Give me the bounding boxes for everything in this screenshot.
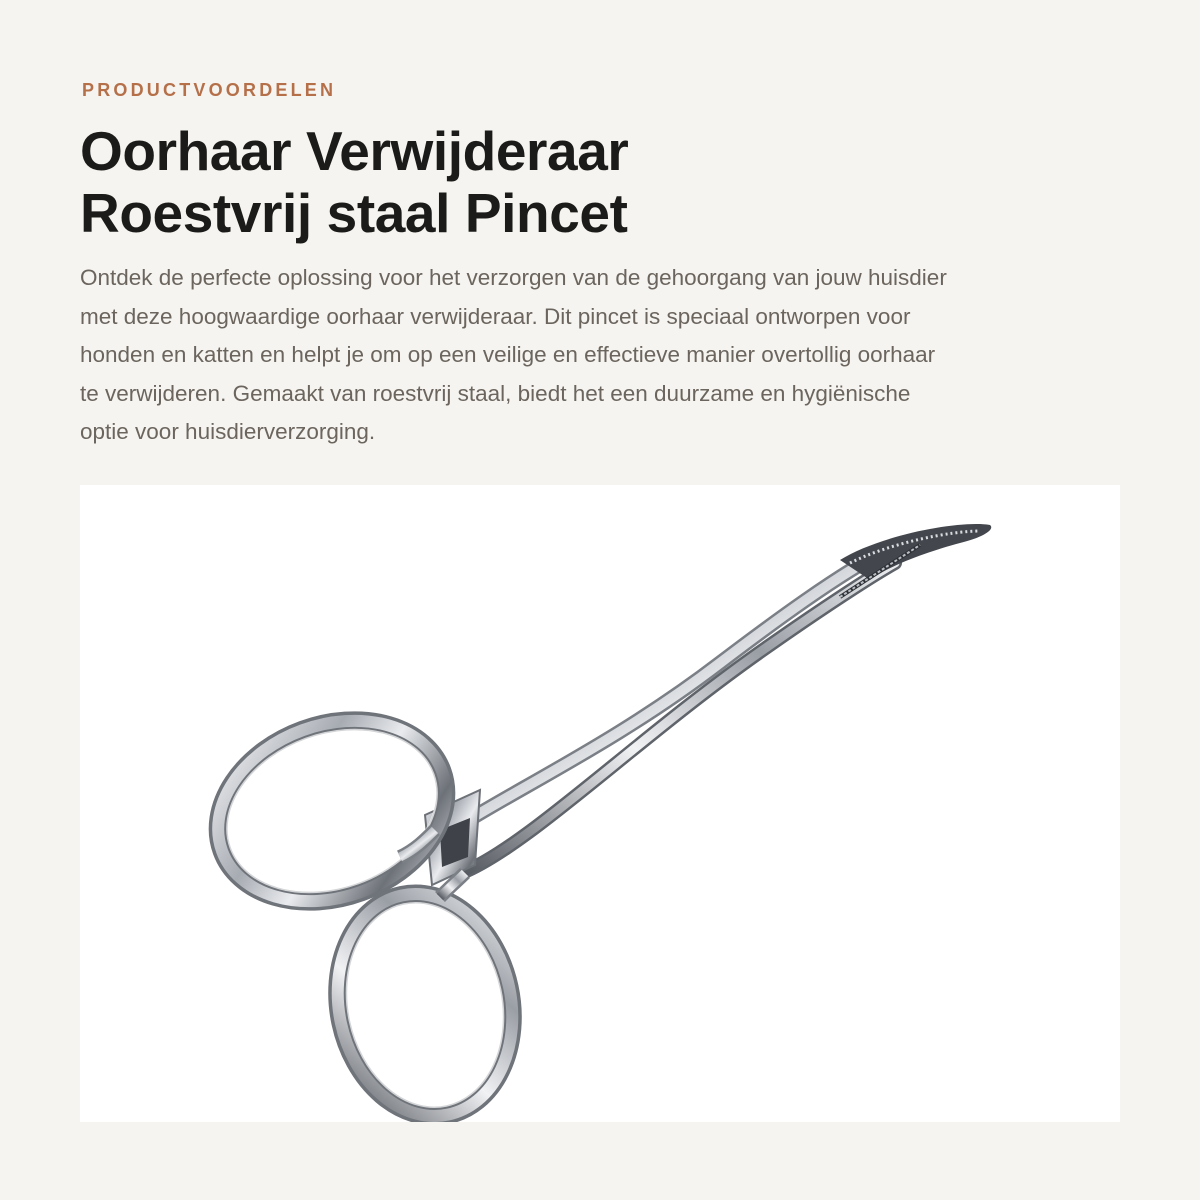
- product-title: [80, 120, 1080, 244]
- description-line: honden en katten en helpt je om op een veilige en effectieve manier overtollig oorhaar: [80, 342, 936, 367]
- hemostat-forceps-illustration: [80, 485, 1120, 1122]
- description-line: Ontdek de perfecte oplossing voor het verzorgen van de gehoorgang van jouw huisdier: [80, 265, 947, 290]
- section-eyebrow: PRODUCTVOORDELEN: [82, 80, 337, 100]
- forceps-handle-lower: [462, 563, 895, 873]
- product-benefits-section: [80, 0, 1120, 1200]
- product-title-line: Oorhaar Verwijderaar: [80, 120, 629, 182]
- description-line: met deze hoogwaardige oorhaar verwijderaar. Dit pincet is speciaal ontworpen voor: [80, 303, 911, 329]
- product-image: [80, 485, 1120, 1122]
- product-title-line: Roestvrij staal Pincet: [80, 182, 628, 244]
- description-line: optie voor huisdierverzorging.: [80, 419, 376, 444]
- forceps-handle-upper: [425, 548, 890, 850]
- product-description: [80, 259, 1090, 452]
- finger-ring-lower: [318, 878, 533, 1122]
- description-line: te verwijderen. Gemaakt van roestvrij staal, biedt het een duurzame en hygiënische: [80, 380, 911, 406]
